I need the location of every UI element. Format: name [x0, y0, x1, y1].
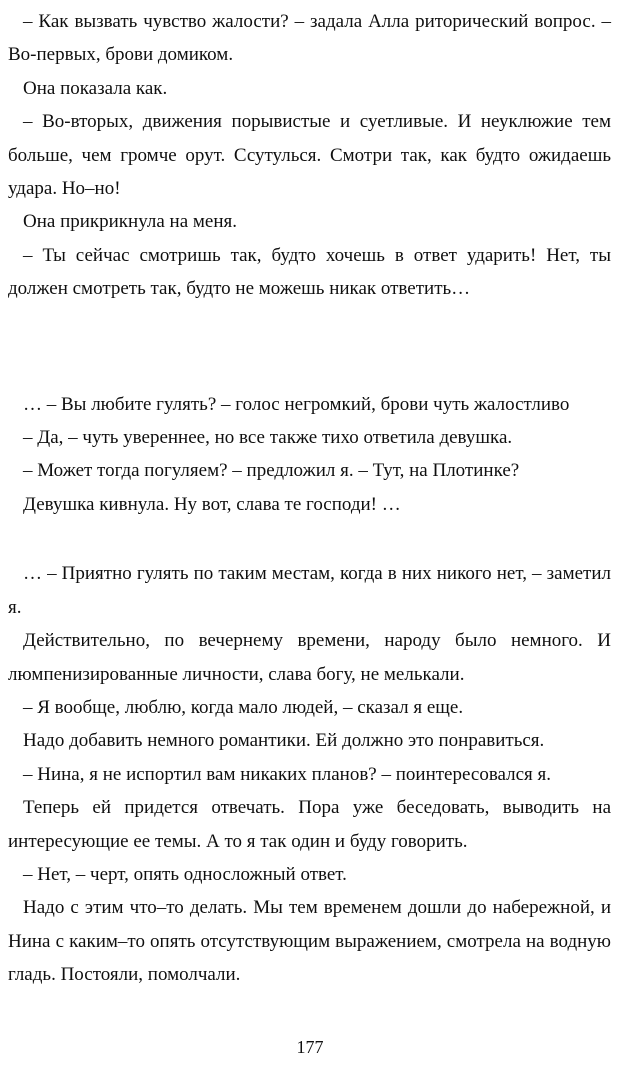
paragraph: Она показала как. — [23, 77, 168, 99]
paragraph: – Ты сейчас смотришь так, будто хочешь в ответ ударить! Нет, ты должен смотреть так, будто не можешь никак ответить… — [8, 244, 611, 300]
paragraph: Надо с этим что–то делать. Мы тем временем дошли до набережной, и Нина с каким–то опять отсутствующим выражением, смотрела на водную гладь. Постояли, помолчали. — [8, 897, 611, 986]
page-number: 177 — [296, 1037, 324, 1057]
paragraph: – Нина, я не испортил вам никаких планов? – поинтересовался я. — [23, 763, 552, 785]
paragraph: – Да, – чуть увереннее, но все также тихо ответила девушка. — [23, 427, 513, 449]
text-section-2 — [8, 388, 611, 522]
page-footer — [0, 1037, 620, 1058]
paragraph: … – Вы любите гулять? – голос негромкий, брови чуть жалостливо — [23, 393, 570, 415]
paragraph: Девушка кивнула. Ну вот, слава те господи! … — [23, 493, 401, 515]
paragraph: Теперь ей придется отвечать. Пора уже беседовать, выводить на интересующие ее темы. А то я так один и буду говорить. — [8, 797, 611, 852]
paragraph: Надо добавить немного романтики. Ей должно это понравиться. — [23, 730, 545, 752]
paragraph: Она прикрикнула на меня. — [23, 211, 238, 233]
paragraph: … – Приятно гулять по таким местам, когда в них никого нет, – заметил я. — [8, 563, 611, 618]
paragraph: – Я вообще, люблю, когда мало людей, – сказал я еще. — [23, 696, 464, 718]
text-section-1 — [8, 5, 611, 306]
paragraph: – Нет, – черт, опять односложный ответ. — [23, 863, 347, 885]
text-section-3 — [8, 557, 611, 991]
paragraph: – Может тогда погуляем? – предложил я. – Тут, на Плотинке? — [23, 460, 520, 482]
paragraph: – Как вызвать чувство жалости? – задала Алла риторический вопрос. – Во-первых, брови домиком. — [8, 11, 611, 66]
paragraph: – Во-вторых, движения порывистые и суетливые. И неуклюжие тем больше, чем громче орут. Ссутулься. Смотри так, как будто ожидаешь удара. Но–но! — [8, 111, 611, 200]
paragraph: Действительно, по вечернему времени, народу было немного. И люмпенизированные личности, слава богу, не мелькали. — [8, 630, 611, 685]
